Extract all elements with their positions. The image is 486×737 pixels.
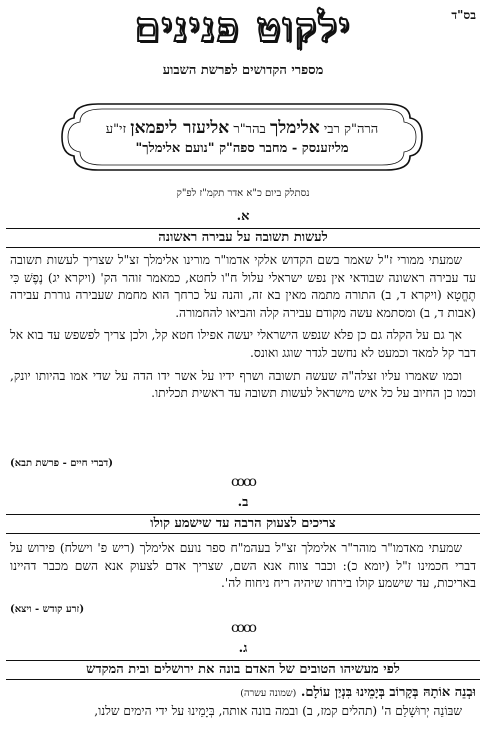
ornament-icon: ꝏꝏ — [231, 620, 255, 636]
author-name-line: הרה"ק רבי אלימלך בהר"ר אליעזר ליפמאן זי"ע — [105, 118, 379, 138]
paragraph: שמעתי מאדמו"ר מוהר"ר אלימלך זצ"ל בעהמ"ח ספר נועם אלימלך (ריש פ' וישלח) פירוש על דברי חכמינו ז"ל (יומא כ): וכבר צווח אנא השם, שצריך אדם לצעוק אנא השם מכבר דהיינו באריכות, עד שישמע קולו בירחו שיהיה ריח ניחוח לה'. — [10, 541, 476, 591]
section-letter: ג. — [238, 641, 248, 656]
ornament-icon: ꝏꝏ — [231, 474, 255, 490]
main-title: ילקוט פנינים — [134, 4, 352, 51]
section-heading: צריכים לצעוק הרבה עד שישמע קולו — [6, 514, 480, 534]
section-letter: א. — [236, 209, 250, 224]
source-citation: (דברי חיים - פרשת תבא) — [10, 458, 113, 469]
bsd-mark: בס"ד — [451, 8, 476, 22]
section-body — [10, 684, 476, 725]
author-frame — [58, 98, 426, 176]
source-citation: (זרע קודש - ויצא) — [10, 604, 85, 615]
section-body — [10, 540, 476, 598]
passing-date: נסתלק ביום כ"א אדר תקמ"ז לפ"ק — [176, 188, 310, 199]
author-book-line: מליזענסק - מחבר ספה"ק "נועם אלימלך" — [135, 141, 349, 156]
paragraph: אך גם על הקלה גם כן פלא שנפש הישראלי יעשה אפילו חטא קל, ולכן צריך לפשפש עד בוא אל דבר קל למאד וכמעט לא נחשב לגדר שוגג ואונס. — [10, 328, 476, 360]
paragraph: שמעתי ממורי ז"ל שאמר בשם הקדוש אלקי אדמו"ר מורינו אלימלך זצ"ל שצריך לעשות תשובה עד עבירה ראשונה שבודאי אין נפש ישראלי עלול ח"ו לחטא, כמאמר זוהר הק' (ויקרא יג) נֶפֶשׁ כִּי תֶחֱטָא (ויקרא ד, ב) התורה מתמה מאין בא זה, והנה על כרחך הוא מחמת שעבירה גוררת עבירה (אבות ד, ב) ומסתמא עשה מקודם עבירה קלה והביאו להחמורה. — [10, 253, 476, 320]
section-body — [10, 252, 476, 408]
verse: וּבְנֵה אוֹתָהּ בְּקָרוֹב בְּיָמֵינוּ בִּנְיַן עוֹלָם. (שמונה עשרה) — [240, 685, 476, 700]
section-letter: ב. — [237, 495, 249, 510]
subtitle: מספרי הקדושים לפרשת השבוע — [162, 63, 324, 78]
section-heading: לפי מעשיהו הטובים של האדם בונה את ירושלים ובית המקדש — [6, 660, 480, 680]
paragraph: וכמו שאמרו עליו זצלה"ה שעשה תשובה ושרף ידיו על אשר ידו הדה על שדי אמו בהיותו יונק, וכמו כן החיוב על כל איש מישראל לעשות תשובה עד ראשית תכליתו. — [10, 368, 476, 401]
paragraph: שבּוֹנֵה יְרוּשָׁלַם ה' (תהלים קמז, ב) ובמה בונה אותה, בְּיָמֵינוּ על ידי הימים שלנו, — [94, 703, 462, 718]
section-heading: לעשות תשובה על עבירה ראשונה — [6, 228, 480, 248]
